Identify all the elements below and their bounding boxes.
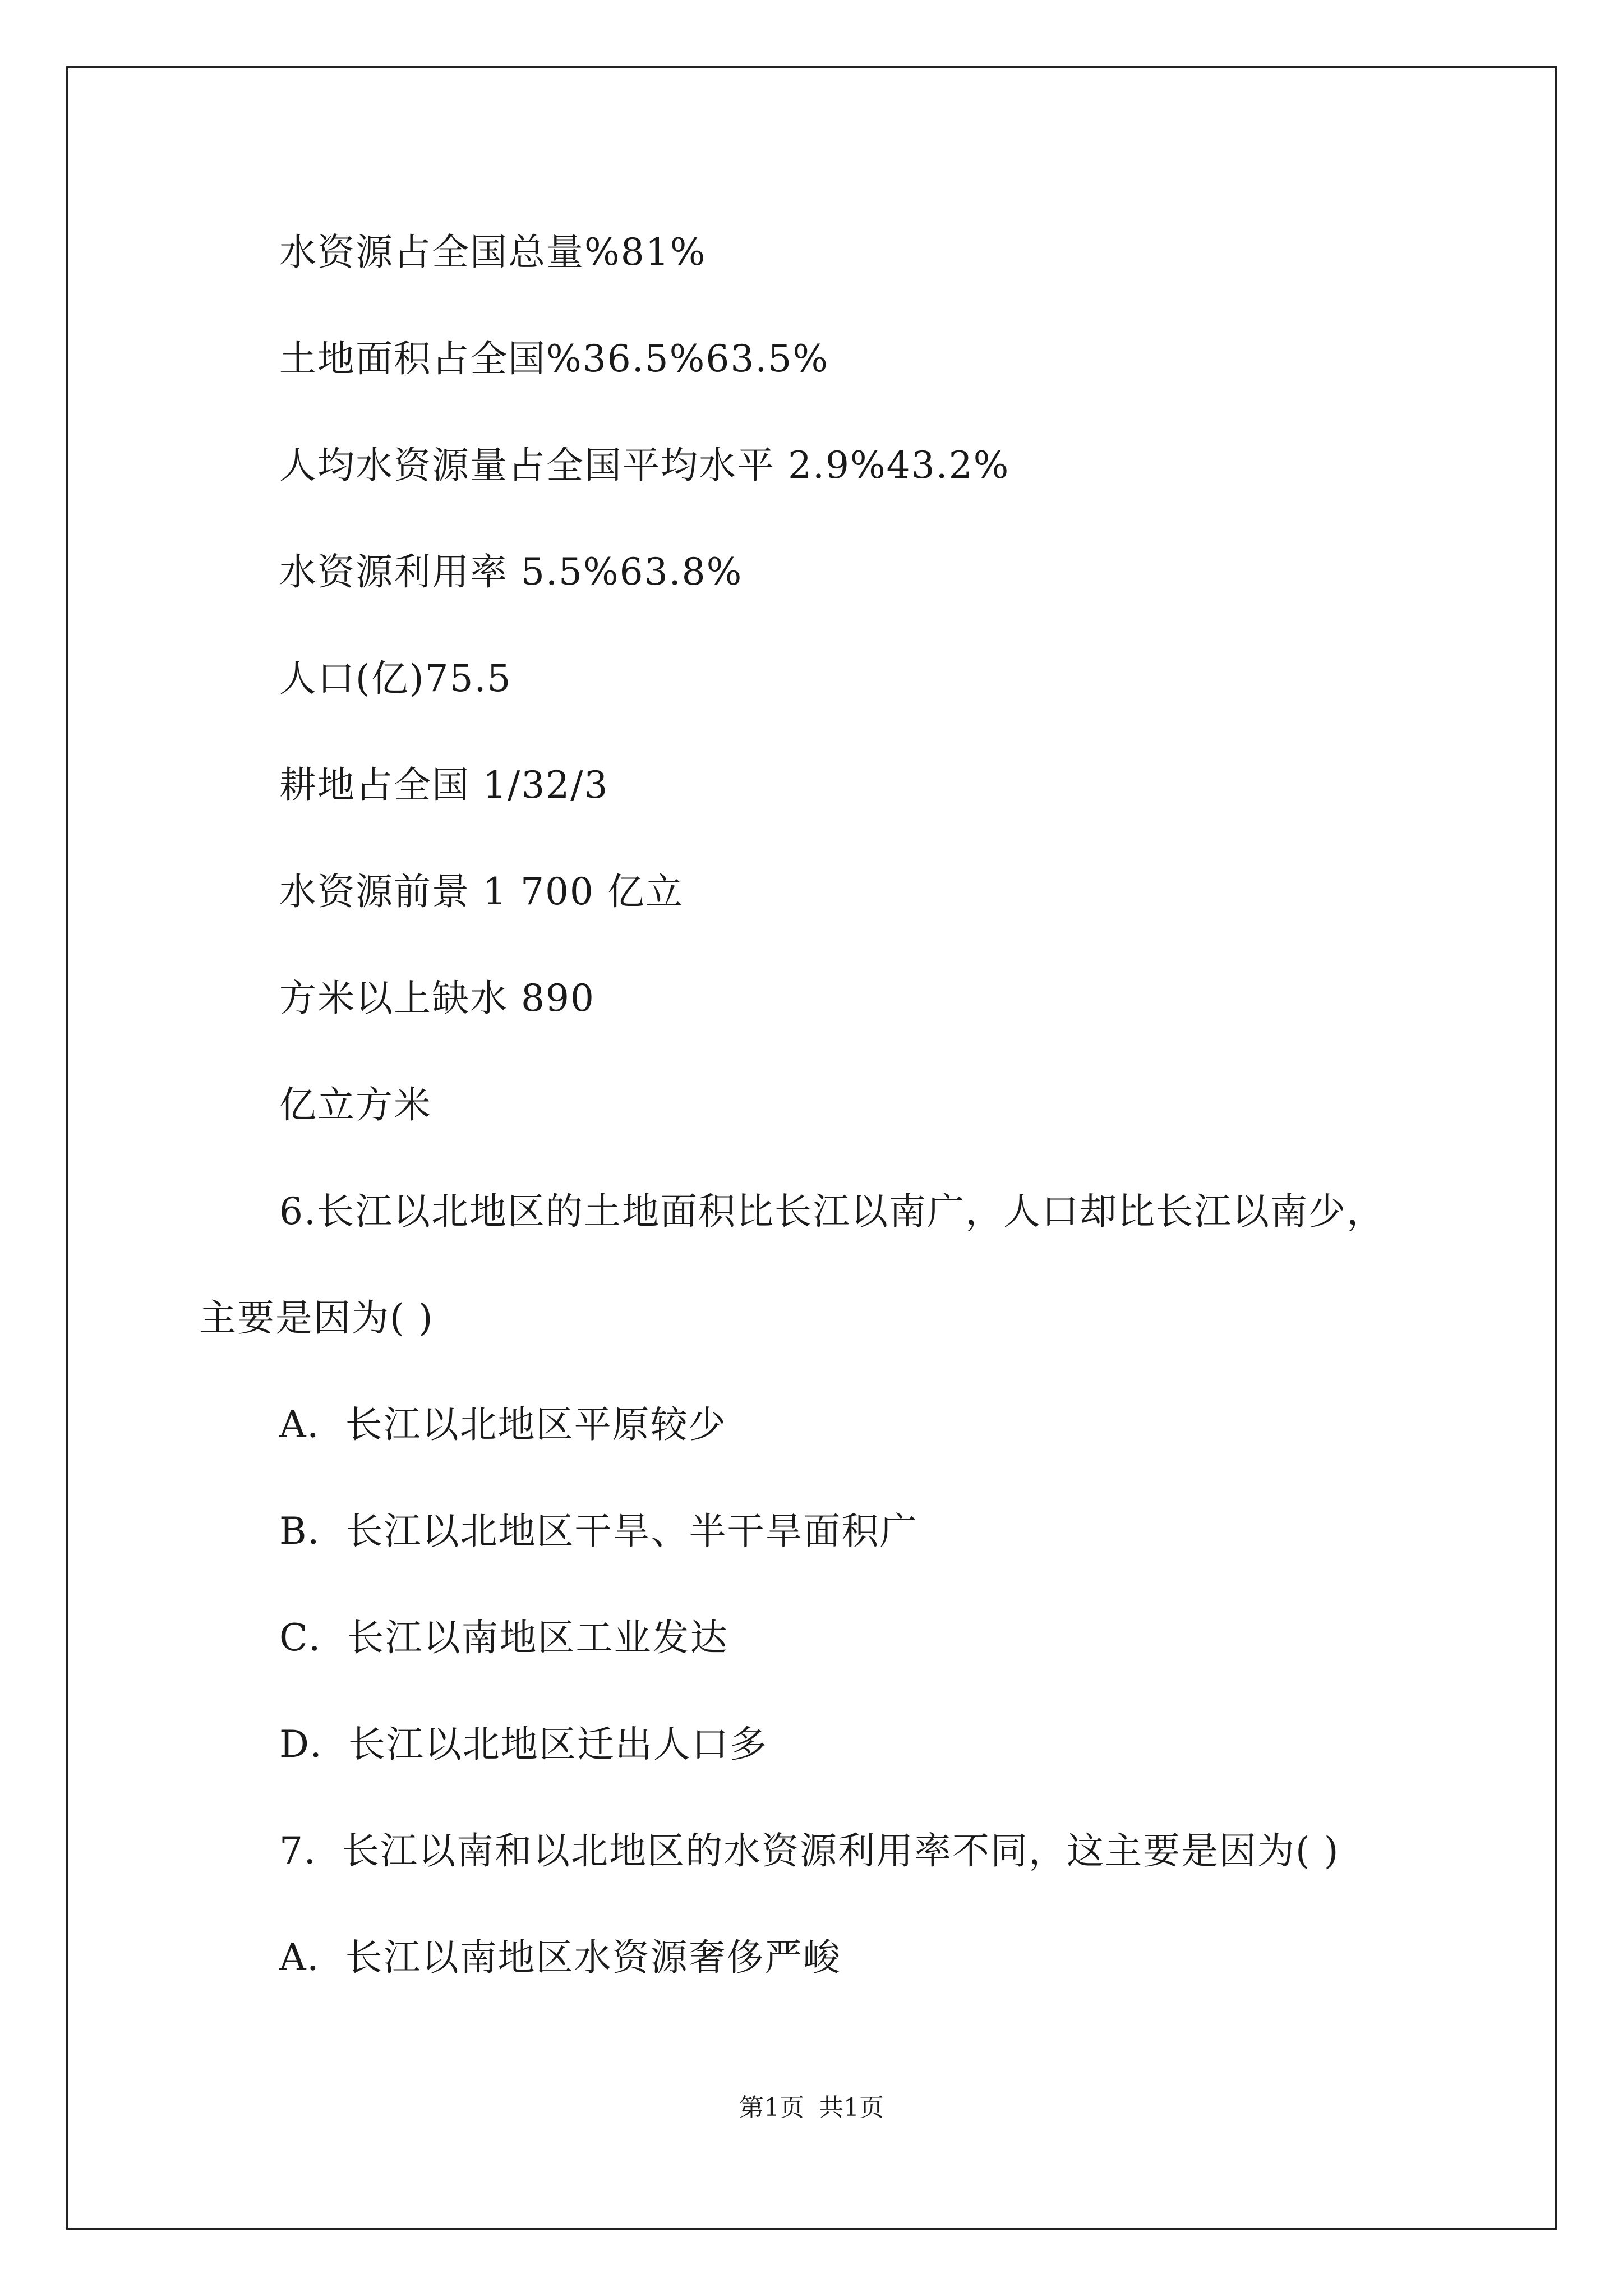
text-line-water-outlook: 水资源前景 1 700 亿立: [279, 870, 684, 913]
text-line-per-capita-water: 人均水资源量占全国平均水平 2.9%43.2%: [279, 444, 1010, 487]
text-line-water-share: 水资源占全国总量%81%: [279, 231, 707, 274]
question-6-stem-cont: 主要是因为( ): [199, 1296, 434, 1340]
question-6-option-b: B．长江以北地区干旱、半干旱面积广: [279, 1510, 918, 1553]
question-6-option-c: C．长江以南地区工业发达: [279, 1616, 728, 1659]
question-6-stem: 6.长江以北地区的土地面积比长江以南广，人口却比长江以南少，: [279, 1190, 1385, 1233]
text-line-utilization-rate: 水资源利用率 5.5%63.8%: [279, 550, 743, 593]
question-6-option-d: D．长江以北地区迁出人口多: [279, 1723, 768, 1766]
text-line-land-area: 土地面积占全国%36.5%63.5%: [279, 337, 829, 380]
question-6-option-a: A．长江以北地区平原较少: [279, 1403, 727, 1446]
page-total: 共1页: [819, 2093, 884, 2122]
page-number: 第1页: [739, 2093, 804, 2122]
text-line-population: 人口(亿)75.5: [279, 657, 512, 700]
page-footer: [0, 2092, 1623, 2124]
question-7-option-a: A．长江以南地区水资源奢侈严峻: [279, 1936, 841, 1979]
question-7-stem: 7．长江以南和以北地区的水资源利用率不同，这主要是因为( ): [279, 1829, 1340, 1872]
text-line-water-shortage: 方米以上缺水 890: [279, 977, 595, 1020]
page-border: [66, 66, 1557, 2230]
text-line-farmland: 耕地占全国 1/32/3: [279, 763, 609, 807]
text-line-unit: 亿立方米: [279, 1083, 432, 1126]
